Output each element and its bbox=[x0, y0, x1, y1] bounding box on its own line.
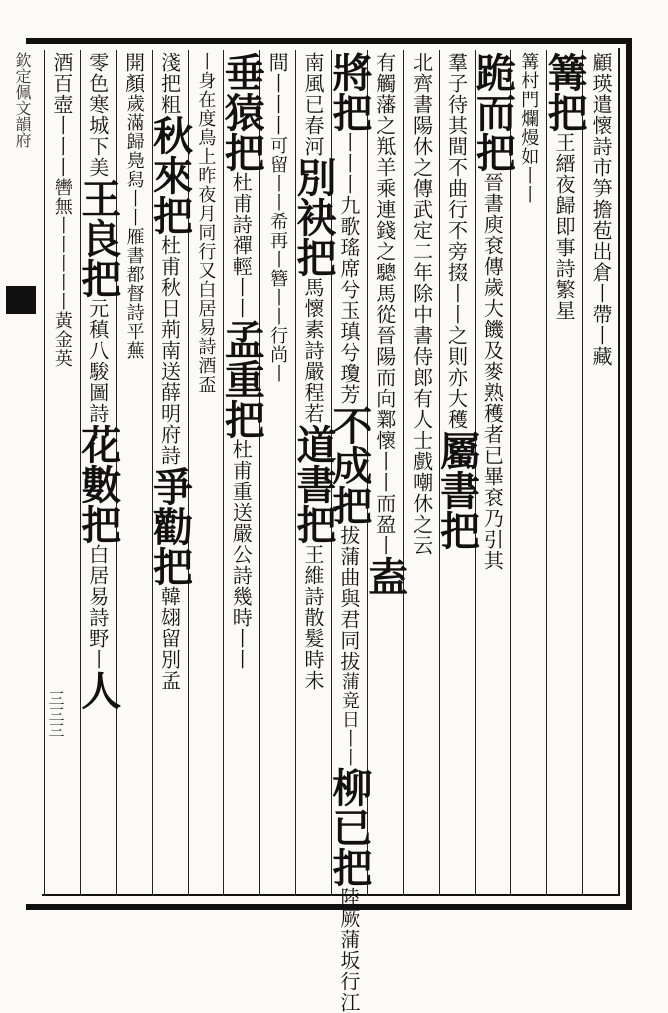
entry-heading: 王良把 bbox=[74, 178, 122, 298]
entry-heading: 柳已把 bbox=[325, 767, 373, 887]
body-text: 有觸藩之羝羊乘連錢之驄馬從晉陽而向鄴懷丨丨而盈丨 bbox=[372, 52, 397, 556]
body-text: 零色寒城下美 bbox=[85, 52, 110, 178]
text-column bbox=[218, 52, 266, 892]
text-column bbox=[290, 52, 337, 892]
text-column bbox=[405, 52, 437, 892]
entry-heading: 篝把 bbox=[541, 52, 589, 132]
text-column bbox=[74, 52, 122, 892]
annotation-text: 轡無丨丨丨 bbox=[51, 178, 73, 273]
text-column bbox=[146, 52, 194, 892]
entry-heading: 孟重把 bbox=[218, 319, 266, 439]
body-text: 開顏 bbox=[121, 52, 146, 94]
body-text: 丨丨丨 bbox=[336, 132, 361, 195]
body-text: 白居易詩野丨 bbox=[85, 544, 110, 670]
entry-heading: 道書把 bbox=[290, 424, 337, 544]
annotation-text: 歲滿歸鳧舄丨丨雁書 bbox=[123, 94, 145, 265]
annotation-text: 昨夜月同行又白居易詩酒盃 bbox=[195, 166, 217, 394]
body-text: 王維詩散髮時未 bbox=[301, 544, 325, 691]
text-column bbox=[512, 52, 544, 892]
annotation-text: 丨丨黃金英 bbox=[51, 273, 73, 368]
body-text: 陸厥蒲坂行江 bbox=[336, 887, 361, 1013]
body-text: 杜甫秋日荊南送薛明府詩 bbox=[157, 235, 182, 466]
text-column bbox=[325, 52, 373, 1013]
body-text: 拔蒲曲與君同拔 bbox=[336, 525, 361, 672]
annotation-text: 簪丨丨行尚丨 bbox=[267, 269, 289, 383]
annotation-text: 篝村門爛熳如丨丨 bbox=[518, 52, 540, 204]
margin-title: 欽定佩文韻府 bbox=[13, 52, 32, 148]
body-text: 間丨丨丨 bbox=[265, 52, 290, 136]
body-text: 酒百壺丨丨丨 bbox=[49, 52, 74, 178]
margin-fishtail bbox=[6, 286, 36, 314]
text-column bbox=[361, 52, 409, 892]
entry-heading: 別袂把 bbox=[290, 157, 337, 277]
annotation-text: 可留丨丨希再丨 bbox=[267, 136, 289, 269]
entry-heading: 盍 bbox=[361, 556, 409, 596]
page-number: 三三三 bbox=[46, 690, 65, 738]
body-text: 王縉夜歸 bbox=[552, 132, 577, 216]
entry-heading: 不成把 bbox=[325, 405, 373, 525]
body-text: 苞出倉丨帶丨藏 bbox=[589, 220, 613, 367]
body-text: 杜甫重送嚴公詩幾時丨丨 bbox=[229, 439, 254, 670]
text-column bbox=[190, 52, 222, 892]
entry-heading: 秋來把 bbox=[146, 115, 194, 235]
annotation-text: 都督詩平蕪 bbox=[123, 265, 145, 360]
body-text: 杜甫詩禪輕丨丨 bbox=[229, 172, 254, 319]
body-text: 韓翃留別孟 bbox=[157, 586, 182, 691]
body-text: 元稹八駿圖詩 bbox=[85, 298, 110, 424]
entry-heading: 爭勸把 bbox=[146, 466, 194, 586]
text-column bbox=[541, 52, 589, 892]
text-column bbox=[261, 52, 293, 892]
entry-heading: 人 bbox=[74, 670, 122, 710]
body-text: 南風已春河 bbox=[301, 52, 325, 157]
body-text: 北齊書陽休之傳武定二年除中書侍郎有人士戲嘲休之云 bbox=[409, 52, 434, 556]
entry-heading: 屬書把 bbox=[433, 430, 481, 550]
column-rule bbox=[618, 50, 619, 896]
text-column bbox=[469, 52, 517, 892]
annotation-text: 丨身在度鳥上 bbox=[195, 52, 217, 166]
annotation-text: 蒲竟日丨丨 bbox=[338, 672, 360, 767]
text-column bbox=[433, 52, 481, 892]
body-text: 馬懷素詩嚴程若 bbox=[301, 277, 325, 424]
column-rule bbox=[403, 50, 404, 896]
body-text: 羣子待其間不曲行不旁掇丨丨之則亦大穫 bbox=[444, 52, 469, 430]
entry-heading: 將把 bbox=[325, 52, 373, 132]
body-text: 顧瑛遣懷詩市笋擔 bbox=[589, 52, 613, 220]
entry-heading: 跪而把 bbox=[469, 52, 517, 172]
text-column bbox=[584, 52, 616, 892]
body-text: 晉書庾袞傳歲大饑及麥熟穫者已畢袞乃引其 bbox=[480, 172, 505, 571]
text-column bbox=[46, 52, 78, 892]
text-column bbox=[118, 52, 150, 892]
body-text: 兮瓊芳 bbox=[336, 342, 361, 405]
entry-heading: 花數把 bbox=[74, 424, 122, 544]
body-text: 九歌瑤席兮玉瑱 bbox=[336, 195, 361, 342]
body-text: 淺把粗 bbox=[157, 52, 182, 115]
entry-heading: 垂猿把 bbox=[218, 52, 266, 172]
column-rule bbox=[582, 50, 583, 896]
body-text: 即事詩繁星 bbox=[552, 216, 577, 321]
